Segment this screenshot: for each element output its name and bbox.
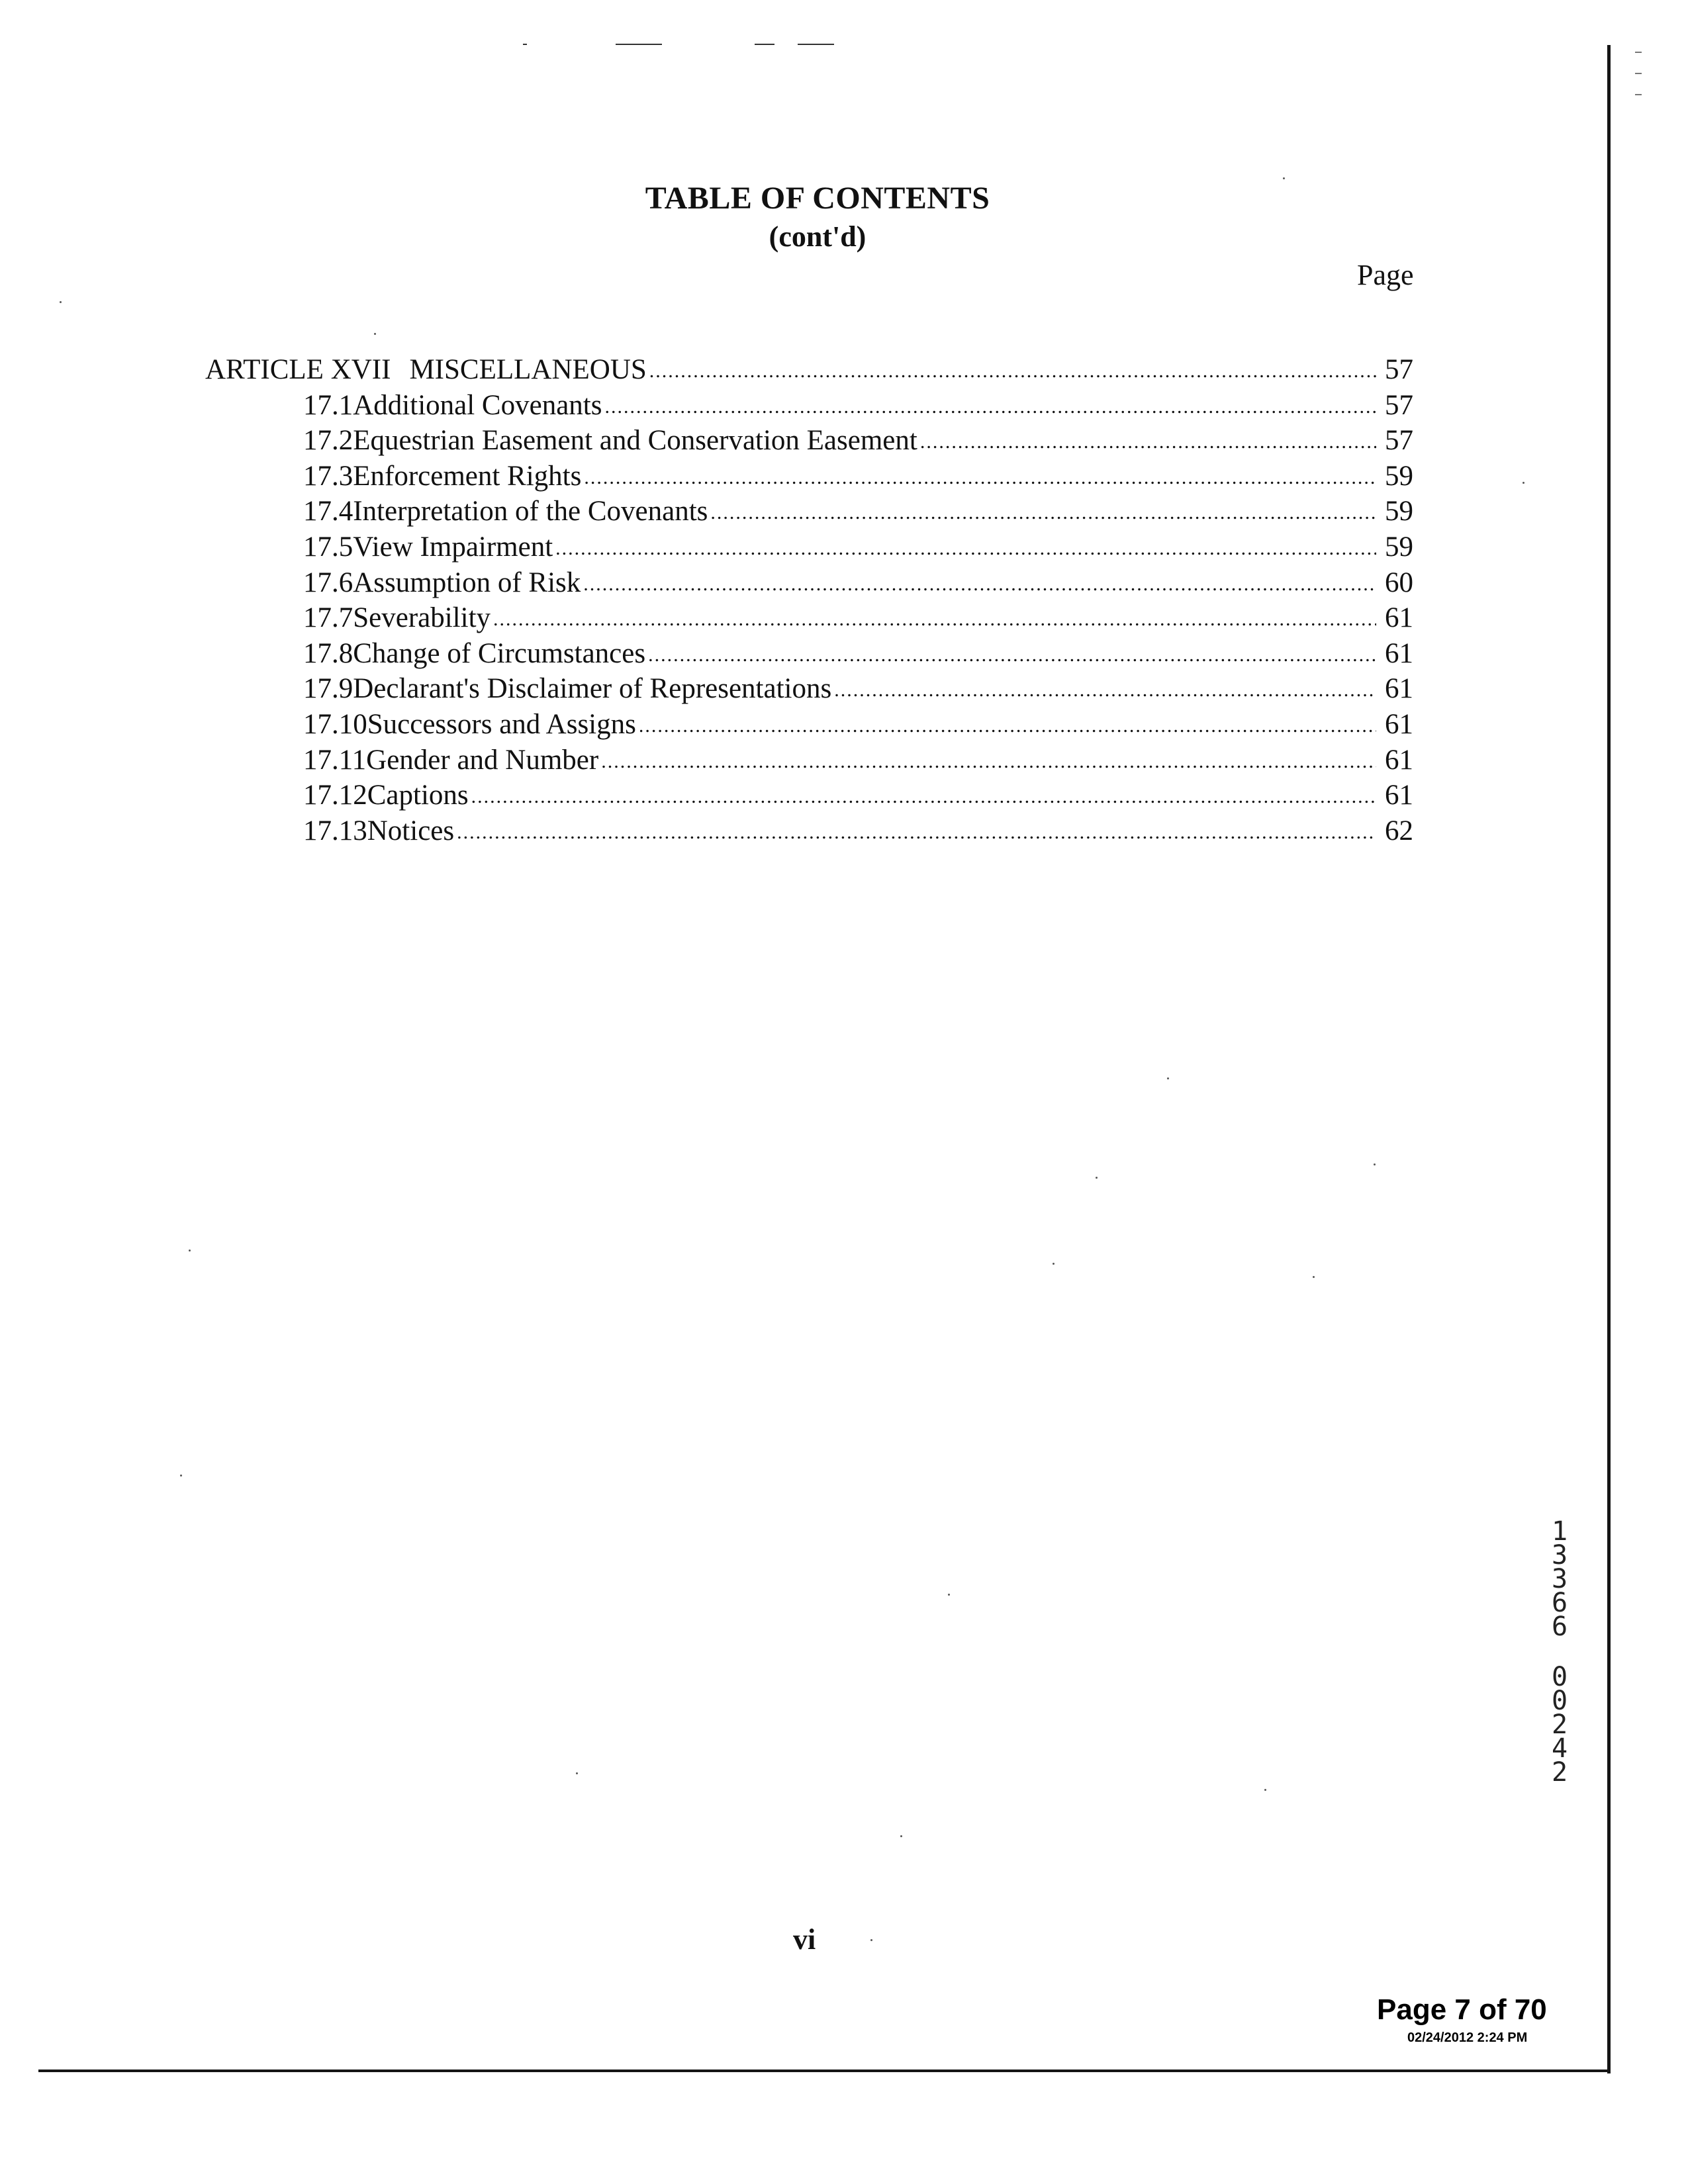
scan-artifact	[616, 44, 662, 45]
toc-dot-leader	[471, 776, 1376, 815]
toc-list	[205, 352, 1413, 848]
toc-entry-title: Severability	[353, 602, 491, 634]
recording-digit: 3	[1551, 1540, 1568, 1570]
toc-entry-title: Change of Circumstances	[353, 637, 646, 669]
toc-entry-number: 17.13	[303, 815, 367, 846]
recording-digit: 4	[1551, 1733, 1568, 1764]
toc-dot-leader	[604, 387, 1376, 425]
scan-speck	[1053, 1263, 1055, 1265]
scan-speck	[1523, 482, 1524, 484]
toc-entry-number: 17.2	[303, 425, 353, 457]
toc-dot-leader	[601, 741, 1376, 780]
recording-number	[1546, 1516, 1573, 1788]
toc-entry-number: 17.5	[303, 531, 353, 563]
toc-entry-number: 17.11	[303, 744, 367, 776]
toc-entry-number: 17.3	[303, 460, 353, 492]
scan-speck	[576, 1772, 578, 1774]
toc-entry-title: Captions	[367, 780, 469, 811]
toc-entry-title: Equestrian Easement and Conservation Easement	[353, 425, 917, 457]
toc-entry-page: 59	[1385, 531, 1413, 563]
toc-dot-leader	[920, 422, 1376, 460]
toc-entry-title: Declarant's Disclaimer of Representations	[353, 673, 832, 705]
page-column-label: Page	[1357, 259, 1414, 291]
toc-entry-number: 17.10	[303, 708, 367, 740]
toc-entry-number: 17.12	[303, 780, 367, 811]
scan-speck	[180, 1475, 182, 1477]
toc-entry-number: 17.7	[303, 602, 353, 634]
toc-entry-page: 61	[1385, 673, 1413, 705]
recording-gap	[1546, 1639, 1573, 1665]
toc-entry-page: 60	[1385, 567, 1413, 598]
toc-entry-page: 62	[1385, 815, 1413, 846]
toc-entry	[205, 671, 1413, 707]
recording-digit: 3	[1551, 1564, 1568, 1594]
toc-entry-page: 61	[1385, 637, 1413, 669]
toc-title: TABLE OF CONTENTS	[645, 181, 990, 216]
scan-speck	[1374, 1163, 1376, 1165]
toc-dot-leader	[834, 670, 1376, 708]
scan-speck	[189, 1250, 191, 1251]
toc-entry-page: 61	[1385, 708, 1413, 740]
toc-entry	[205, 778, 1413, 813]
toc-entry-title: Additional Covenants	[353, 389, 602, 421]
toc-entry-title: Gender and Number	[366, 744, 599, 776]
toc-entry-title: Successors and Assigns	[367, 708, 636, 740]
page-count-stamp: Page 7 of 70	[1377, 1993, 1547, 2026]
toc-entry	[205, 565, 1413, 601]
toc-entry-title: Enforcement Rights	[353, 460, 582, 492]
toc-entry-number: 17.9	[303, 673, 353, 705]
toc-subtitle: (cont'd)	[769, 220, 867, 253]
scan-speck	[870, 1939, 872, 1941]
recording-digit: 0	[1551, 1686, 1568, 1716]
toc-entry	[205, 423, 1413, 459]
recording-digit: 0	[1551, 1662, 1568, 1692]
toc-entry-title: Notices	[367, 815, 455, 846]
toc-entry	[205, 707, 1413, 743]
toc-entry-number: 17.6	[303, 567, 353, 598]
toc-entry-number: 17.8	[303, 637, 353, 669]
toc-entry	[205, 813, 1413, 849]
scan-artifact	[523, 44, 527, 45]
toc-entry-title: MISCELLANEOUS	[409, 354, 647, 385]
recording-digit: 2	[1551, 1757, 1568, 1788]
toc-entry-title: Assumption of Risk	[353, 567, 581, 598]
toc-dot-leader	[584, 457, 1376, 496]
recording-digit: 1	[1551, 1516, 1568, 1547]
page-right-border	[1607, 45, 1611, 2073]
recording-digit: 2	[1551, 1709, 1568, 1740]
scan-speck	[1096, 1177, 1098, 1179]
toc-entry	[205, 388, 1413, 424]
scan-speck	[948, 1594, 950, 1596]
toc-entry	[205, 459, 1413, 494]
toc-dot-leader	[493, 599, 1376, 637]
scan-speck	[900, 1835, 902, 1837]
scan-speck	[1283, 177, 1285, 179]
scan-speck	[1264, 1789, 1266, 1791]
recording-digit: 6	[1551, 1588, 1568, 1618]
toc-entry-page: 61	[1385, 602, 1413, 634]
datetime-stamp: 02/24/2012 2:24 PM	[1407, 2030, 1528, 2045]
toc-dot-leader	[649, 351, 1376, 389]
toc-entry-page: 59	[1385, 496, 1413, 527]
toc-entry	[205, 352, 1413, 388]
toc-entry	[205, 743, 1413, 778]
toc-entry	[205, 529, 1413, 565]
toc-dot-leader	[555, 528, 1376, 567]
toc-entry-number: 17.4	[303, 496, 353, 527]
scan-speck	[60, 301, 62, 303]
scan-speck	[374, 333, 376, 335]
toc-entry-page: 59	[1385, 460, 1413, 492]
scan-artifact	[1635, 73, 1642, 74]
page-bottom-border	[38, 2070, 1610, 2072]
toc-dot-leader	[648, 635, 1376, 673]
toc-entry-number: ARTICLE XVII	[205, 354, 391, 385]
toc-entry-page: 61	[1385, 780, 1413, 811]
toc-entry	[205, 600, 1413, 636]
toc-dot-leader	[710, 492, 1376, 531]
toc-entry-page: 57	[1385, 354, 1413, 385]
toc-entry	[205, 636, 1413, 672]
toc-entry-title: View Impairment	[353, 531, 553, 563]
scan-artifact	[755, 44, 774, 45]
recording-digit: 6	[1551, 1612, 1568, 1642]
scan-artifact	[1635, 52, 1642, 53]
toc-entry-page: 57	[1385, 389, 1413, 421]
footer-page-number: vi	[793, 1923, 816, 1956]
toc-entry	[205, 494, 1413, 529]
scan-speck	[1313, 1276, 1315, 1278]
scan-speck	[1167, 1077, 1169, 1079]
toc-entry-page: 57	[1385, 425, 1413, 457]
scan-artifact	[1635, 94, 1642, 95]
toc-dot-leader	[457, 812, 1376, 850]
scan-artifact	[798, 44, 834, 45]
toc-entry-number: 17.1	[303, 389, 353, 421]
toc-entry-title: Interpretation of the Covenants	[353, 496, 708, 527]
toc-dot-leader	[583, 564, 1376, 602]
toc-entry-page: 61	[1385, 744, 1413, 776]
toc-dot-leader	[639, 705, 1376, 744]
